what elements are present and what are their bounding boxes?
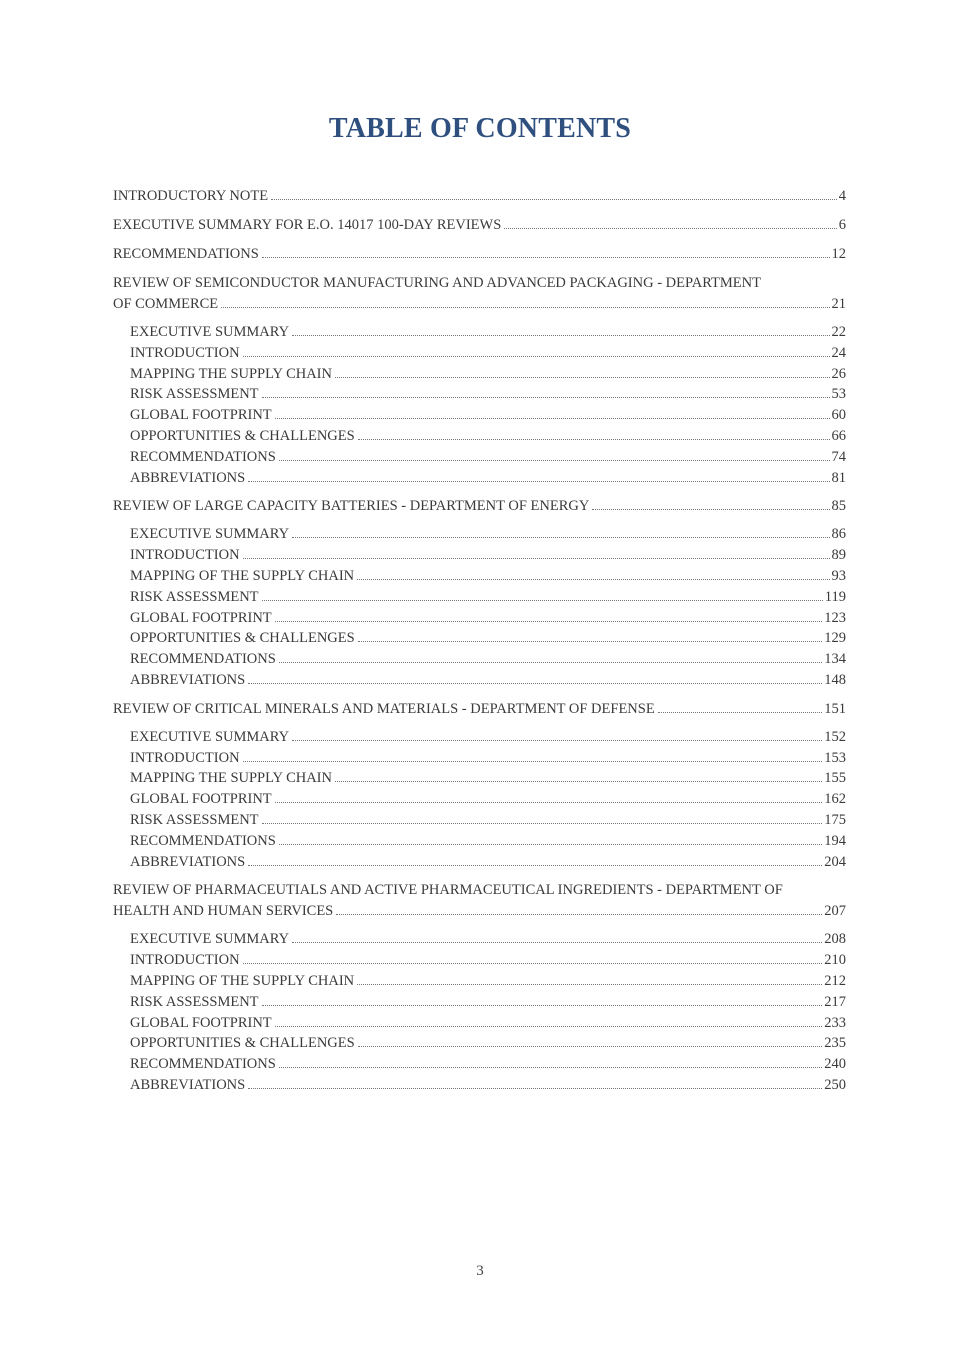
dot-leader [275,621,823,622]
toc-entry-label: MAPPING OF THE SUPPLY CHAIN [130,972,355,989]
toc-entry-label: RECOMMENDATIONS [130,832,276,849]
toc-subentry-opportunities-and-challenges[interactable] [113,426,846,447]
toc-entry-label: GLOBAL FOOTPRINT [130,791,272,808]
dot-leader [275,418,830,419]
toc-page-number: 26 [831,365,846,382]
dot-leader [271,199,837,200]
dot-leader [335,781,822,782]
toc-page-number: 208 [824,931,846,948]
dot-leader [357,579,829,580]
dot-leader [504,228,836,229]
toc-page-number: 235 [824,1035,846,1052]
toc-entry-label: REVIEW OF CRITICAL MINERALS AND MATERIALS - DEPARTMENT OF DEFENSE [113,700,655,717]
toc-page-number: 4 [838,188,846,204]
toc-subentry-global-footprint[interactable] [113,1013,846,1034]
dot-leader [248,481,829,482]
dot-leader [248,865,822,866]
toc-entry-label-continued: HEALTH AND HUMAN SERVICES [113,903,334,920]
toc-subentry-introduction[interactable] [113,950,846,971]
dot-leader [262,600,823,601]
dot-leader [243,761,823,762]
toc-page-number: 21 [831,296,846,312]
toc-page-number: 89 [831,547,846,564]
toc-entry-label: ABBREVIATIONS [130,671,246,688]
toc-entry-label: INTRODUCTION [130,749,240,766]
dot-leader [279,1067,822,1068]
toc-entry-label: OPPORTUNITIES & CHALLENGES [130,427,355,444]
toc-entry-label: ABBREVIATIONS [130,1076,246,1093]
toc-subsection-list [113,524,846,690]
toc-entry-executive-summary-for-e-o-14017-100-day-[interactable] [113,215,846,236]
toc-subentry-executive-summary[interactable] [113,727,846,748]
toc-entry-label: MAPPING THE SUPPLY CHAIN [130,770,332,787]
dot-leader [357,984,822,985]
toc-entry-label: ABBREVIATIONS [130,469,246,486]
toc-entry-label: INTRODUCTION [130,547,240,564]
toc-subentry-global-footprint[interactable] [113,789,846,810]
dot-leader [262,823,823,824]
toc-subsection-list [113,727,846,873]
dot-leader [243,963,823,964]
toc-entry-label-continued: OF COMMERCE [113,296,219,312]
dot-leader [335,377,830,378]
toc-subsection-list [113,929,846,1095]
toc-entry-label: GLOBAL FOOTPRINT [130,1014,272,1031]
dot-leader [358,439,830,440]
toc-subentry-executive-summary[interactable] [113,322,846,343]
toc-entry-label: INTRODUCTION [130,344,240,361]
dot-leader [358,1046,823,1047]
toc-entry-label: RECOMMENDATIONS [130,651,276,668]
toc-subentry-recommendations[interactable] [113,831,846,852]
toc-page-number: 151 [824,700,846,717]
toc-subentry-global-footprint[interactable] [113,608,846,629]
toc-page-number: 123 [824,609,846,626]
dot-leader [292,335,829,336]
dot-leader [243,356,830,357]
toc-page-number: 155 [824,770,846,787]
toc-entry-label: REVIEW OF PHARMACEUTIALS AND ACTIVE PHARMACEUTICAL INGREDIENTS - DEPARTMENT OF [113,882,783,899]
toc-entry-review-of-semiconductor-manufacturing-an[interactable] [113,273,846,315]
toc-page-number: 119 [824,588,846,605]
toc-subentry-executive-summary[interactable] [113,929,846,950]
toc-entry-label: RECOMMENDATIONS [113,246,259,262]
dot-leader [279,844,822,845]
toc-subentry-mapping-the-supply-chain[interactable] [113,768,846,789]
toc-page-number: 66 [831,427,846,444]
dot-leader [262,1005,823,1006]
toc-entry-label: GLOBAL FOOTPRINT [130,407,272,424]
toc-subentry-recommendations[interactable] [113,447,846,468]
toc-subentry-risk-assessment[interactable] [113,587,846,608]
dot-leader [658,712,823,713]
toc-subentry-abbreviations[interactable] [113,670,846,691]
toc-subentry-global-footprint[interactable] [113,405,846,426]
toc-page-number: 152 [824,728,846,745]
toc-page-number: 217 [824,993,846,1010]
toc-subentry-risk-assessment[interactable] [113,992,846,1013]
dot-leader [275,1026,823,1027]
toc-entry-label: EXECUTIVE SUMMARY [130,931,290,948]
toc-entry-label: RISK ASSESSMENT [130,811,259,828]
toc-entry-review-of-large-capacity-batteries-depar[interactable] [113,496,846,517]
toc-page-number: 194 [824,832,846,849]
toc-page-number: 12 [831,246,846,262]
toc-subentry-introduction[interactable] [113,545,846,566]
toc-entry-label: REVIEW OF LARGE CAPACITY BATTERIES - DEPARTMENT OF ENERGY [113,498,590,515]
toc-entry-label: RECOMMENDATIONS [130,448,276,465]
toc-entry-label: REVIEW OF SEMICONDUCTOR MANUFACTURING AND ADVANCED PACKAGING - DEPARTMENT [113,275,761,291]
dot-leader [358,641,823,642]
toc-page-number: 210 [824,952,846,969]
toc-page-number: 74 [831,448,846,465]
toc-page-number: 162 [824,791,846,808]
toc-entry-label: INTRODUCTION [130,952,240,969]
toc-entry-label: EXECUTIVE SUMMARY [130,526,290,543]
toc-page-number: 153 [824,749,846,766]
toc-subentry-mapping-the-supply-chain[interactable] [113,364,846,385]
toc-entry-label: RISK ASSESSMENT [130,386,259,403]
toc-entry-introductory-note[interactable] [113,186,846,207]
toc-subentry-opportunities-and-challenges[interactable] [113,628,846,649]
toc-page-number: 204 [824,853,846,870]
toc-entry-review-of-pharmaceutials-and-active-phar[interactable] [113,880,846,922]
dot-leader [275,802,823,803]
dot-leader [336,914,822,915]
toc-entry-label: MAPPING THE SUPPLY CHAIN [130,365,332,382]
dot-leader [262,397,830,398]
toc-entry-label: RISK ASSESSMENT [130,993,259,1010]
toc-subentry-abbreviations[interactable] [113,468,846,489]
toc-subentry-mapping-of-the-supply-chain[interactable] [113,566,846,587]
toc-entry-label: EXECUTIVE SUMMARY [130,728,290,745]
dot-leader [243,558,830,559]
toc-page-number: 93 [831,567,846,584]
toc-page-number: 6 [838,217,846,233]
toc-entry-label: MAPPING OF THE SUPPLY CHAIN [130,567,355,584]
toc-entry-label: RECOMMENDATIONS [130,1056,276,1073]
toc-page-number: 240 [824,1056,846,1073]
page-number: 3 [476,1263,484,1279]
page-title: TABLE OF CONTENTS [328,113,632,144]
toc-page-number: 60 [831,407,846,424]
toc-page-number: 129 [824,630,846,647]
toc-subentry-risk-assessment[interactable] [113,810,846,831]
toc-subentry-abbreviations[interactable] [113,852,846,873]
toc-subentry-introduction[interactable] [113,748,846,769]
dot-leader [279,662,822,663]
toc-subentry-risk-assessment[interactable] [113,384,846,405]
toc-page-number: 53 [831,386,846,403]
dot-leader [262,257,830,258]
toc-entry-label: EXECUTIVE SUMMARY FOR E.O. 14017 100-DAY REVIEWS [113,217,502,233]
toc-subsection-list [113,322,846,488]
toc-subentry-abbreviations[interactable] [113,1075,846,1096]
toc-page-number: 207 [824,903,846,920]
toc-subentry-recommendations[interactable] [113,1054,846,1075]
dot-leader [248,683,822,684]
toc-entry-label: OPPORTUNITIES & CHALLENGES [130,630,355,647]
toc-page-number: 85 [831,498,846,515]
toc-subentry-opportunities-and-challenges[interactable] [113,1033,846,1054]
toc-page-number: 81 [831,469,846,486]
toc-entry-label: ABBREVIATIONS [130,853,246,870]
dot-leader [248,1088,822,1089]
toc-page-number: 134 [824,651,846,668]
toc-page-number: 86 [831,526,846,543]
toc-page-number: 250 [824,1076,846,1093]
toc-page-number: 24 [831,344,846,361]
toc-subentry-introduction[interactable] [113,343,846,364]
toc-subentry-executive-summary[interactable] [113,524,846,545]
dot-leader [292,537,829,538]
toc-subentry-mapping-of-the-supply-chain[interactable] [113,971,846,992]
dot-leader [221,307,829,308]
toc-entry-review-of-critical-minerals-and-material[interactable] [113,699,846,720]
dot-leader [292,942,822,943]
toc-entry-recommendations[interactable] [113,244,846,265]
toc-entry-label: OPPORTUNITIES & CHALLENGES [130,1035,355,1052]
toc-page-number: 22 [831,324,846,340]
table-of-contents [113,186,846,1104]
toc-entry-label: RISK ASSESSMENT [130,588,259,605]
toc-subentry-recommendations[interactable] [113,649,846,670]
toc-page-number: 212 [824,972,846,989]
toc-page-number: 175 [824,811,846,828]
toc-entry-label: GLOBAL FOOTPRINT [130,609,272,626]
toc-entry-label: INTRODUCTORY NOTE [113,188,269,204]
dot-leader [592,509,829,510]
dot-leader [292,740,822,741]
dot-leader [279,460,830,461]
toc-page-number: 233 [824,1014,846,1031]
toc-page-number: 148 [824,671,846,688]
toc-entry-label: EXECUTIVE SUMMARY [130,324,290,340]
